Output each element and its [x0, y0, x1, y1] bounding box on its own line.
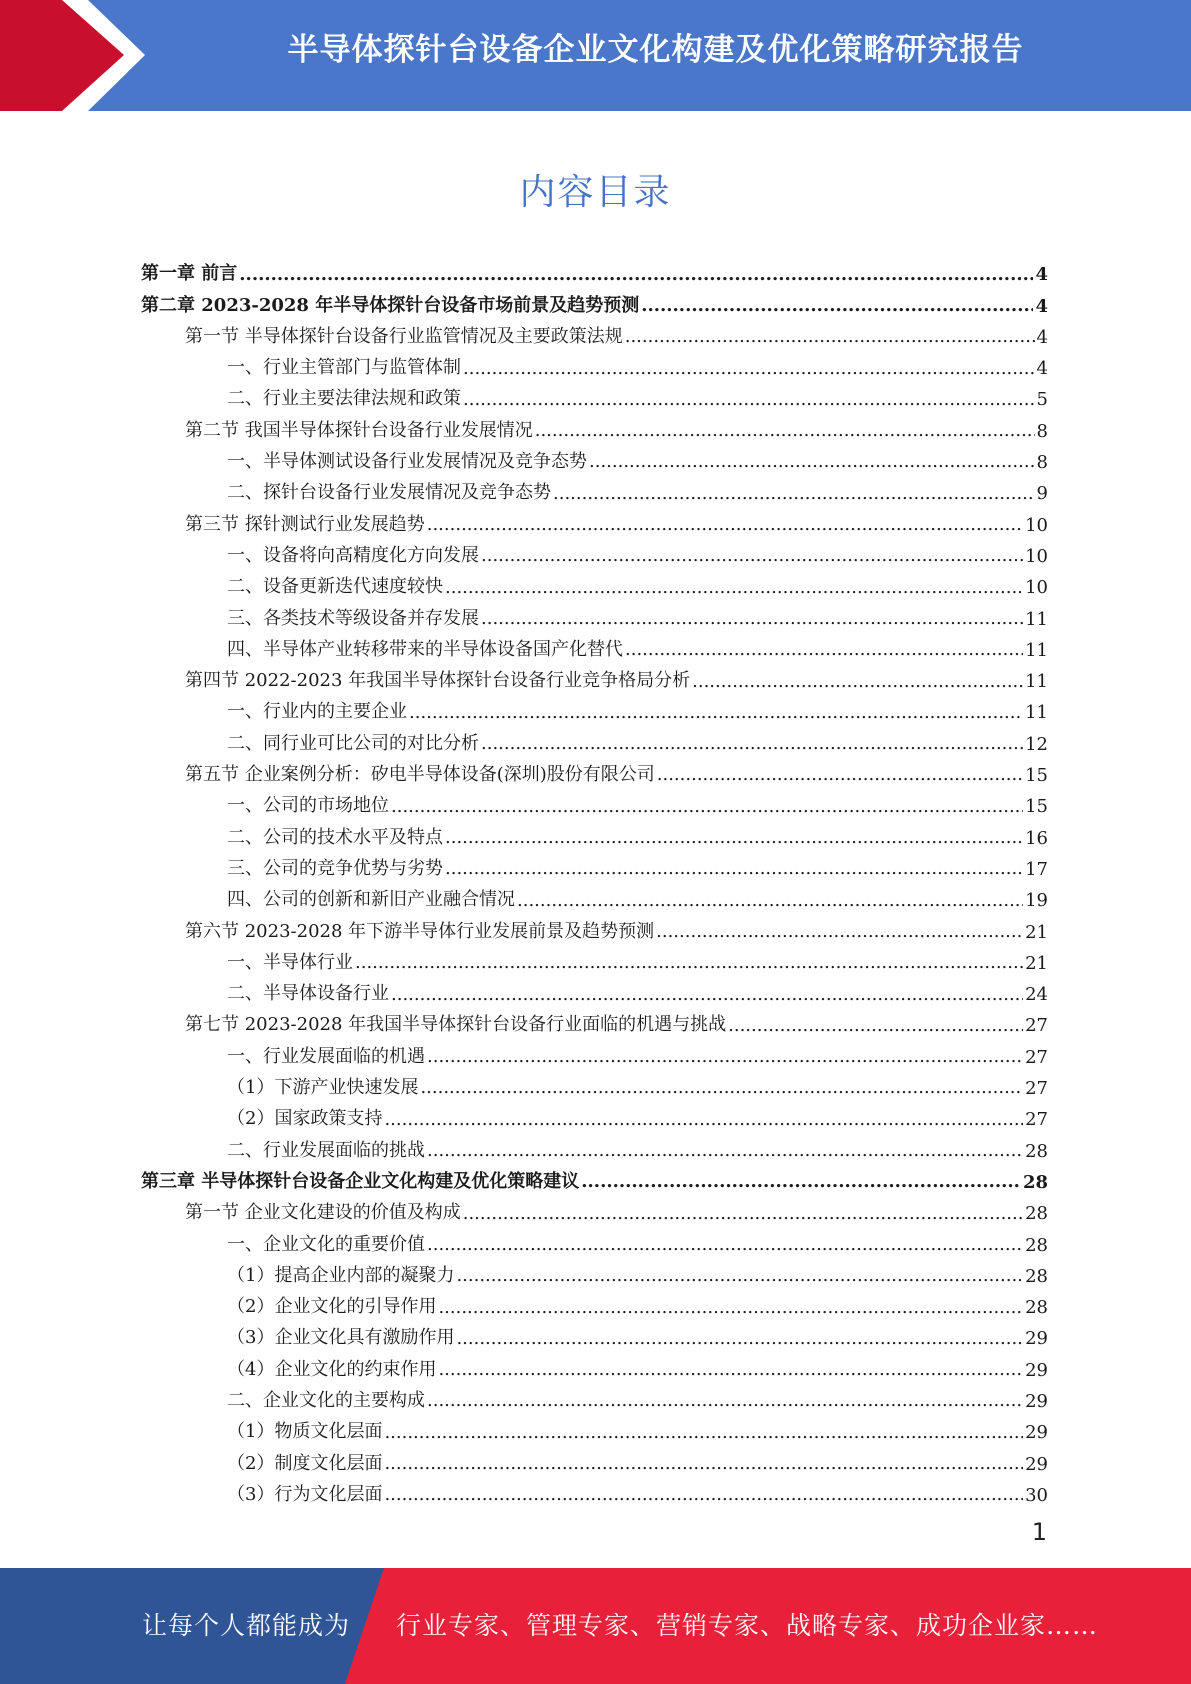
toc-entry[interactable]	[141, 254, 1048, 285]
toc-leader-dots	[456, 1328, 1023, 1350]
toc-entry-page: 15	[1025, 796, 1048, 818]
toc-entry-title: 第二章 2023-2028 年半导体探针台设备市场前景及趋势预测	[141, 294, 640, 316]
toc-entry[interactable]	[141, 661, 1048, 692]
toc-leader-dots	[535, 420, 1035, 442]
toc-entry[interactable]	[141, 317, 1048, 348]
toc-entry[interactable]	[141, 442, 1048, 473]
toc-entry[interactable]	[141, 974, 1048, 1005]
footer-slogan: 让每个人都能成为	[142, 1611, 351, 1640]
toc-entry-title: 三、各类技术等级设备并存发展	[227, 607, 479, 629]
toc-entry-title: 二、行业主要法律法规和政策	[227, 388, 461, 410]
toc-entry-title: 一、公司的市场地位	[227, 795, 389, 817]
toc-leader-dots	[641, 295, 1033, 317]
toc-leader-dots	[463, 389, 1035, 411]
toc-entry-page: 4	[1036, 326, 1048, 348]
toc-leader-dots	[427, 1390, 1023, 1412]
toc-leader-dots	[427, 1234, 1023, 1256]
toc-entry-page: 17	[1025, 858, 1048, 880]
toc-leader-dots	[427, 1046, 1023, 1068]
toc-entry-title: 一、企业文化的重要价值	[227, 1233, 425, 1255]
toc-entry-title: 二、设备更新迭代速度较快	[227, 576, 443, 598]
toc-entry-page: 27	[1025, 1078, 1048, 1100]
toc-entry[interactable]	[141, 1036, 1048, 1067]
toc-entry-page: 12	[1025, 733, 1048, 755]
toc-entry-page: 8	[1036, 452, 1048, 474]
toc-entry-page: 28	[1025, 1203, 1048, 1225]
toc-leader-dots	[517, 890, 1023, 912]
toc-entry-title: （1）下游产业快速发展	[227, 1077, 419, 1099]
toc-entry[interactable]	[141, 285, 1048, 316]
toc-leader-dots	[384, 1109, 1023, 1131]
toc-leader-dots	[438, 1359, 1023, 1381]
toc-entry[interactable]	[141, 1193, 1048, 1224]
toc-entry[interactable]	[141, 410, 1048, 441]
toc-entry-title: 四、公司的创新和新旧产业融合情况	[227, 889, 515, 911]
toc-entry[interactable]	[141, 567, 1048, 598]
toc-entry-title: 一、半导体行业	[227, 951, 353, 973]
toc-entry-page: 30	[1025, 1484, 1048, 1506]
toc-entry-page: 28	[1025, 1234, 1048, 1256]
toc-entry[interactable]	[141, 598, 1048, 629]
toc-leader-dots	[427, 514, 1023, 536]
toc-entry[interactable]	[141, 536, 1048, 567]
toc-entry[interactable]	[141, 786, 1048, 817]
toc-entry-page: 5	[1036, 389, 1048, 411]
toc-leader-dots	[355, 952, 1023, 974]
toc-leader-dots	[463, 1203, 1023, 1225]
toc-leader-dots	[384, 1422, 1023, 1444]
toc-leader-dots	[438, 1297, 1023, 1319]
toc-leader-dots	[384, 1453, 1023, 1475]
toc-leader-dots	[589, 451, 1035, 473]
toc-entry-page: 29	[1025, 1390, 1048, 1412]
toc-entry-title: 第五节 企业案例分析：矽电半导体设备(深圳)股份有限公司	[185, 764, 655, 786]
toc-entry[interactable]	[141, 473, 1048, 504]
toc-entry-page: 11	[1025, 639, 1048, 661]
toc-leader-dots	[420, 1077, 1023, 1099]
toc-entry[interactable]	[141, 1318, 1048, 1349]
toc-entry-page: 29	[1025, 1328, 1048, 1350]
toc-entry-title: 二、公司的技术水平及特点	[227, 826, 443, 848]
toc-entry-title: （3）行为文化层面	[227, 1483, 383, 1505]
toc-leader-dots	[463, 358, 1035, 380]
toc-leader-dots	[481, 733, 1023, 755]
toc-entry-page: 15	[1025, 765, 1048, 787]
toc-entry[interactable]	[141, 504, 1048, 535]
toc-entry[interactable]	[141, 1381, 1048, 1412]
toc-entry-title: 第一章 前言	[141, 263, 238, 285]
toc-entry-title: （1）提高企业内部的凝聚力	[227, 1264, 455, 1286]
toc-entry-title: 二、半导体设备行业	[227, 983, 389, 1005]
toc-entry[interactable]	[141, 1443, 1048, 1474]
toc-leader-dots	[481, 608, 1023, 630]
toc-entry[interactable]	[141, 1162, 1048, 1193]
toc-entry-page: 8	[1036, 420, 1048, 442]
toc-entry-title: 二、企业文化的主要构成	[227, 1389, 425, 1411]
toc-entry-title: （2）制度文化层面	[227, 1452, 383, 1474]
toc-entry-title: 一、半导体测试设备行业发展情况及竞争态势	[227, 451, 587, 473]
toc-leader-dots	[456, 1265, 1023, 1287]
toc-entry-page: 28	[1025, 1140, 1048, 1162]
toc-entry-page: 21	[1025, 921, 1048, 943]
toc-entry-page: 29	[1025, 1453, 1048, 1475]
toc-leader-dots	[445, 827, 1023, 849]
toc-entry[interactable]	[141, 1349, 1048, 1380]
toc-entry[interactable]	[141, 1287, 1048, 1318]
toc-leader-dots	[391, 984, 1023, 1006]
toc-entry-title: 第一节 半导体探针台设备行业监管情况及主要政策法规	[185, 325, 623, 347]
toc-entry-title: 三、公司的竞争优势与劣势	[227, 857, 443, 879]
toc-leader-dots	[239, 264, 1033, 286]
toc-entry-title: 二、探针台设备行业发展情况及竞争态势	[227, 482, 551, 504]
toc-entry-page: 28	[1025, 1265, 1048, 1287]
toc-entry-title: （2）企业文化的引导作用	[227, 1296, 437, 1318]
footer-banner	[0, 1568, 1191, 1684]
header-banner	[0, 0, 1191, 111]
toc-entry[interactable]	[141, 1099, 1048, 1130]
toc-leader-dots	[625, 326, 1035, 348]
toc-leader-dots	[656, 921, 1023, 943]
toc-entry-title: 第四节 2022-2023 年我国半导体探针台设备行业竞争格局分析	[185, 670, 691, 692]
toc-entry[interactable]	[141, 911, 1048, 942]
toc-leader-dots	[481, 545, 1023, 567]
toc-entry-title: 二、同行业可比公司的对比分析	[227, 732, 479, 754]
toc-leader-dots	[427, 1140, 1023, 1162]
toc-entry-title: 第一节 企业文化建设的价值及构成	[185, 1202, 461, 1224]
toc-entry-page: 4	[1035, 295, 1048, 317]
toc-entry-page: 10	[1025, 514, 1048, 536]
toc-entry[interactable]	[141, 817, 1048, 848]
toc-entry-title: （1）物质文化层面	[227, 1421, 383, 1443]
toc-entry-title: 第六节 2023-2028 年下游半导体行业发展前景及趋势预测	[185, 920, 655, 942]
toc-entry[interactable]	[141, 1412, 1048, 1443]
toc-entry-page: 24	[1025, 984, 1048, 1006]
toc-entry[interactable]	[141, 1068, 1048, 1099]
toc-entry[interactable]	[141, 1130, 1048, 1161]
footer-roles: 行业专家、管理专家、营销专家、战略专家、成功企业家……	[396, 1611, 1099, 1640]
toc-leader-dots	[445, 577, 1023, 599]
toc-entry-page: 4	[1036, 358, 1048, 380]
toc-leader-dots	[581, 1171, 1021, 1193]
toc-entry-title: 二、行业发展面临的挑战	[227, 1139, 425, 1161]
toc-entry[interactable]	[141, 723, 1048, 754]
toc-entry[interactable]	[141, 849, 1048, 880]
toc-leader-dots	[384, 1484, 1023, 1506]
toc-entry-page: 16	[1025, 827, 1048, 849]
toc-entry-title: 四、半导体产业转移带来的半导体设备国产化替代	[227, 638, 623, 660]
toc-entry-page: 27	[1025, 1046, 1048, 1068]
toc-entry-page: 29	[1025, 1422, 1048, 1444]
toc-entry-page: 27	[1025, 1109, 1048, 1131]
toc-entry[interactable]	[141, 1475, 1048, 1506]
toc-leader-dots	[553, 483, 1035, 505]
toc-entry[interactable]	[141, 379, 1048, 410]
toc-entry-title: 第二节 我国半导体探针台设备行业发展情况	[185, 419, 533, 441]
toc-entry-title: 一、行业发展面临的机遇	[227, 1045, 425, 1067]
toc-entry-title: 一、行业内的主要企业	[227, 701, 407, 723]
report-title: 半导体探针台设备企业文化构建及优化策略研究报告	[287, 32, 1024, 68]
red-chevron-decoration	[0, 0, 160, 111]
toc-entry[interactable]	[141, 1224, 1048, 1255]
toc-leader-dots	[657, 764, 1023, 786]
toc-leader-dots	[409, 702, 1023, 724]
toc-entry-page: 11	[1025, 608, 1048, 630]
toc-entry-page: 28	[1025, 1297, 1048, 1319]
toc-entry-title: 第七节 2023-2028 年我国半导体探针台设备行业面临的机遇与挑战	[185, 1014, 727, 1036]
toc-entry-page: 21	[1025, 952, 1048, 974]
toc-entry-title: （3）企业文化具有激励作用	[227, 1327, 455, 1349]
toc-entry-title: 第三节 探针测试行业发展趋势	[185, 513, 425, 535]
toc-entry-page: 10	[1025, 545, 1048, 567]
toc-entry[interactable]	[141, 348, 1048, 379]
toc-heading: 内容目录	[519, 172, 672, 213]
toc-entry-page: 27	[1025, 1015, 1048, 1037]
toc-leader-dots	[692, 671, 1023, 693]
toc-entry[interactable]	[141, 1256, 1048, 1287]
toc-entry-title: 第三章 半导体探针台设备企业文化构建及优化策略建议	[141, 1170, 580, 1192]
toc-entry-page: 29	[1025, 1359, 1048, 1381]
toc-entry-page: 10	[1025, 577, 1048, 599]
toc-leader-dots	[445, 858, 1023, 880]
toc-entry-page: 4	[1035, 264, 1048, 286]
toc-entry[interactable]	[141, 755, 1048, 786]
page-number: 1	[1031, 1518, 1047, 1546]
toc-entry-title: 一、设备将向高精度化方向发展	[227, 544, 479, 566]
toc-entry-page: 28	[1022, 1171, 1048, 1193]
toc-leader-dots	[625, 639, 1023, 661]
toc-entry[interactable]	[141, 692, 1048, 723]
toc-entry-page: 19	[1025, 890, 1048, 912]
toc-leader-dots	[391, 796, 1023, 818]
toc-entry-page: 11	[1025, 702, 1048, 724]
toc-entry-page: 9	[1036, 483, 1048, 505]
toc-entry-title: 一、行业主管部门与监管体制	[227, 357, 461, 379]
toc-entry-title: （4）企业文化的约束作用	[227, 1358, 437, 1380]
toc-entry[interactable]	[141, 880, 1048, 911]
toc-entry[interactable]	[141, 943, 1048, 974]
toc-leader-dots	[728, 1015, 1023, 1037]
toc-entry[interactable]	[141, 630, 1048, 661]
toc-entry-page: 11	[1025, 671, 1048, 693]
table-of-contents	[141, 254, 1048, 1506]
toc-entry-title: （2）国家政策支持	[227, 1108, 383, 1130]
toc-entry[interactable]	[141, 1005, 1048, 1036]
